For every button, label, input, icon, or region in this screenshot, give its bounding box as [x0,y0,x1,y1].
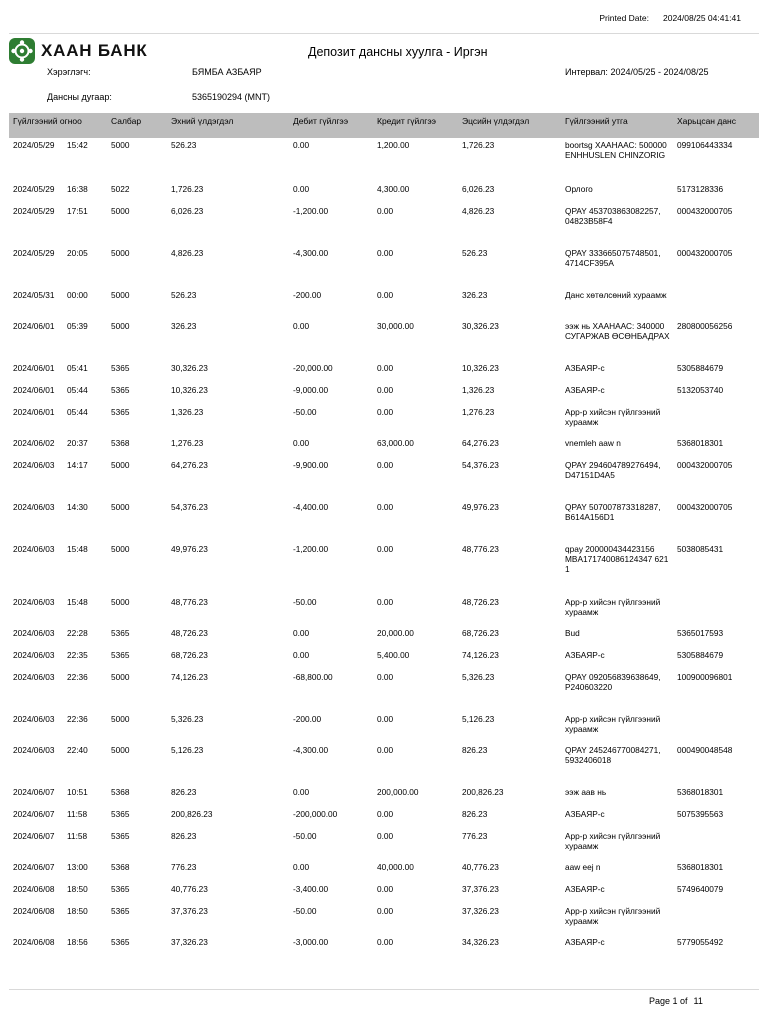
row-counterparty-account: 5038085431 [677,544,724,554]
account-number: 5365190294 (MNT) [192,92,271,102]
khan-bank-logo-icon [9,38,35,64]
page-label: Page 1 of [649,996,688,1006]
row-credit: 0.00 [377,906,394,916]
row-debit: 0.00 [293,650,310,660]
row-date: 2024/05/31 [13,290,55,300]
row-description: АЗБАЯР-с [565,937,605,947]
row-credit: 0.00 [377,884,394,894]
row-time: 18:56 [67,937,88,947]
row-debit: -50.00 [293,906,317,916]
row-branch: 5000 [111,714,130,724]
table-row [0,937,768,959]
row-branch: 5000 [111,206,130,216]
row-counterparty-account: 5749640079 [677,884,724,894]
table-row [0,628,768,650]
row-credit: 200,000.00 [377,787,419,797]
row-branch: 5365 [111,650,130,660]
row-closing-balance: 30,326.23 [462,321,499,331]
row-counterparty-account: 099106443334 [677,140,733,150]
row-description: АЗБАЯР-с [565,809,605,819]
row-credit: 0.00 [377,745,394,755]
table-row [0,650,768,672]
row-counterparty-account: 5173128336 [677,184,724,194]
table-row [0,787,768,809]
row-counterparty-account: 000432000705 [677,502,733,512]
row-debit: -200,000.00 [293,809,338,819]
row-closing-balance: 826.23 [462,745,488,755]
row-description: App-р хийсэн гүйлгээний хураамж [565,714,661,734]
row-counterparty-account: 5305884679 [677,363,724,373]
col-header-debit: Дебит гүйлгээ [293,116,349,126]
row-opening-balance: 826.23 [171,831,197,841]
row-closing-balance: 37,376.23 [462,884,499,894]
table-row [0,248,768,290]
row-credit: 0.00 [377,672,394,682]
col-header-credit: Кредит гүйлгээ [377,116,437,126]
row-branch: 5368 [111,787,130,797]
row-debit: 0.00 [293,321,310,331]
col-header-desc: Гүйлгээний утга [565,116,628,126]
row-time: 17:51 [67,206,88,216]
row-closing-balance: 48,726.23 [462,597,499,607]
row-counterparty-account: 000490048548 [677,745,733,755]
row-credit: 0.00 [377,206,394,216]
row-date: 2024/06/07 [13,862,55,872]
row-branch: 5022 [111,184,130,194]
row-date: 2024/06/01 [13,363,55,373]
row-counterparty-account: 000432000705 [677,206,733,216]
row-branch: 5000 [111,140,130,150]
row-opening-balance: 30,326.23 [171,363,208,373]
row-date: 2024/06/03 [13,672,55,682]
row-debit: -4,400.00 [293,502,329,512]
row-time: 15:48 [67,597,88,607]
row-closing-balance: 49,976.23 [462,502,499,512]
row-branch: 5368 [111,862,130,872]
row-branch: 5000 [111,745,130,755]
row-closing-balance: 5,326.23 [462,672,495,682]
row-debit: -9,900.00 [293,460,329,470]
row-date: 2024/06/07 [13,831,55,841]
row-time: 22:36 [67,672,88,682]
table-row [0,831,768,862]
row-closing-balance: 48,776.23 [462,544,499,554]
row-time: 05:44 [67,385,88,395]
row-opening-balance: 776.23 [171,862,197,872]
row-description: boortsg ХААНААС: 500000 ENHHUSLEN CHINZORIG [565,140,667,160]
row-closing-balance: 6,026.23 [462,184,495,194]
row-description: QPAY 333665075748501, 4714CF395A [565,248,661,268]
row-branch: 5365 [111,628,130,638]
row-branch: 5000 [111,502,130,512]
table-row [0,862,768,884]
customer-name: БЯМБА АЗБАЯР [192,67,262,77]
row-time: 18:50 [67,906,88,916]
row-debit: 0.00 [293,140,310,150]
row-closing-balance: 1,326.23 [462,385,495,395]
row-description: АЗБАЯР-с [565,884,605,894]
row-credit: 30,000.00 [377,321,414,331]
row-counterparty-account: 5305884679 [677,650,724,660]
row-opening-balance: 326.23 [171,321,197,331]
row-time: 05:39 [67,321,88,331]
row-branch: 5000 [111,290,130,300]
row-credit: 4,300.00 [377,184,410,194]
interval-label: Интервал: [565,67,608,77]
row-date: 2024/06/08 [13,884,55,894]
row-closing-balance: 526.23 [462,248,488,258]
row-opening-balance: 37,326.23 [171,937,208,947]
row-closing-balance: 200,826.23 [462,787,504,797]
statement-title: Депозит дансны хуулга - Иргэн [308,45,488,59]
row-opening-balance: 200,826.23 [171,809,213,819]
row-counterparty-account: 5779055492 [677,937,724,947]
printed-date-value: 2024/08/25 04:41:41 [663,13,741,23]
row-branch: 5000 [111,597,130,607]
row-closing-balance: 1,276.23 [462,407,495,417]
table-row [0,884,768,906]
row-time: 11:58 [67,831,88,841]
row-opening-balance: 49,976.23 [171,544,208,554]
row-opening-balance: 5,326.23 [171,714,204,724]
table-row [0,672,768,714]
row-closing-balance: 37,326.23 [462,906,499,916]
col-header-branch: Салбар [111,116,142,126]
row-debit: -68,800.00 [293,672,333,682]
row-date: 2024/06/01 [13,321,55,331]
row-date: 2024/05/29 [13,140,55,150]
row-description: Данс хөтөлсөний хураамж [565,290,667,300]
row-counterparty-account: 000432000705 [677,460,733,470]
row-opening-balance: 68,726.23 [171,650,208,660]
row-description: АЗБАЯР-с [565,385,605,395]
account-label: Дансны дугаар: [47,92,112,102]
row-description: ээж аав нь [565,787,607,797]
table-row [0,597,768,628]
row-description: АЗБАЯР-с [565,363,605,373]
row-description: QPAY 092056839638649, P240603220 [565,672,661,692]
row-counterparty-account: 000432000705 [677,248,733,258]
row-credit: 0.00 [377,502,394,512]
row-debit: -50.00 [293,831,317,841]
row-debit: -200.00 [293,290,322,300]
row-description: App-р хийсэн гүйлгээний хураамж [565,906,661,926]
row-date: 2024/06/01 [13,407,55,417]
row-time: 13:00 [67,862,88,872]
row-closing-balance: 5,126.23 [462,714,495,724]
row-date: 2024/06/02 [13,438,55,448]
row-debit: 0.00 [293,628,310,638]
row-credit: 0.00 [377,248,394,258]
page-indicator [649,996,703,1006]
row-credit: 0.00 [377,385,394,395]
row-time: 16:38 [67,184,88,194]
row-description: QPAY 507007873318287, B614A156D1 [565,502,661,522]
row-opening-balance: 526.23 [171,140,197,150]
row-credit: 63,000.00 [377,438,414,448]
printed-date-label: Printed Date: [599,13,649,23]
row-credit: 5,400.00 [377,650,410,660]
row-time: 22:36 [67,714,88,724]
row-branch: 5000 [111,321,130,331]
row-closing-balance: 34,326.23 [462,937,499,947]
row-time: 14:17 [67,460,88,470]
row-description: Bud [565,628,580,638]
row-branch: 5365 [111,385,130,395]
row-branch: 5365 [111,884,130,894]
row-debit: -1,200.00 [293,206,329,216]
table-row [0,906,768,937]
row-debit: 0.00 [293,862,310,872]
row-opening-balance: 64,276.23 [171,460,208,470]
table-row [0,206,768,248]
row-branch: 5000 [111,460,130,470]
row-description: qpay 200000434423156 MBA171740086124347 621 1 [565,544,669,574]
row-closing-balance: 74,126.23 [462,650,499,660]
row-credit: 40,000.00 [377,862,414,872]
row-debit: 0.00 [293,438,310,448]
interval-to: 2024/08/25 [663,67,709,77]
row-branch: 5000 [111,248,130,258]
row-opening-balance: 48,726.23 [171,628,208,638]
row-description: АЗБАЯР-с [565,650,605,660]
row-time: 05:41 [67,363,88,373]
row-description: QPAY 245246770084271, 5932406018 [565,745,661,765]
row-debit: -3,400.00 [293,884,329,894]
row-opening-balance: 54,376.23 [171,502,208,512]
row-description: ээж нь ХААНААС: 340000 СУГАРЖАВ ӨСӨНБАДРАХ [565,321,670,341]
row-credit: 0.00 [377,597,394,607]
row-date: 2024/06/03 [13,650,55,660]
customer-label: Хэрэглэгч: [47,67,91,77]
table-row [0,809,768,831]
row-credit: 20,000.00 [377,628,414,638]
row-debit: -4,300.00 [293,248,329,258]
row-debit: -9,000.00 [293,385,329,395]
table-row [0,407,768,438]
row-counterparty-account: 5368018301 [677,787,724,797]
row-opening-balance: 4,826.23 [171,248,204,258]
row-credit: 0.00 [377,544,394,554]
row-counterparty-account: 5368018301 [677,862,724,872]
row-closing-balance: 10,326.23 [462,363,499,373]
row-date: 2024/06/03 [13,544,55,554]
row-description: QPAY 294604789276494, D47151D4A5 [565,460,661,480]
row-date: 2024/06/08 [13,937,55,947]
footer-divider [9,989,759,990]
row-debit: -50.00 [293,407,317,417]
row-date: 2024/05/29 [13,206,55,216]
bank-name: ХААН БАНК [41,41,148,60]
row-opening-balance: 1,326.23 [171,407,204,417]
table-row [0,745,768,787]
row-credit: 0.00 [377,290,394,300]
table-row [0,714,768,745]
row-opening-balance: 5,126.23 [171,745,204,755]
row-closing-balance: 776.23 [462,831,488,841]
table-row [0,502,768,544]
table-row [0,363,768,385]
row-opening-balance: 1,726.23 [171,184,204,194]
row-debit: 0.00 [293,787,310,797]
row-credit: 0.00 [377,460,394,470]
row-time: 00:00 [67,290,88,300]
row-time: 20:37 [67,438,88,448]
row-description: aaw eej n [565,862,601,872]
row-credit: 0.00 [377,937,394,947]
row-time: 15:42 [67,140,88,150]
printed-date [599,13,741,23]
row-debit: -3,000.00 [293,937,329,947]
row-date: 2024/06/07 [13,787,55,797]
row-time: 22:28 [67,628,88,638]
row-date: 2024/06/03 [13,745,55,755]
row-credit: 1,200.00 [377,140,410,150]
row-debit: -50.00 [293,597,317,607]
row-date: 2024/06/01 [13,385,55,395]
row-closing-balance: 826.23 [462,809,488,819]
row-date: 2024/05/29 [13,248,55,258]
interval-separator: - [658,67,661,77]
row-date: 2024/06/03 [13,714,55,724]
col-header-close: Эцсийн үлдэгдэл [462,116,530,126]
row-debit: -20,000.00 [293,363,333,373]
row-credit: 0.00 [377,831,394,841]
interval [565,67,709,77]
page-total: 11 [693,996,703,1006]
row-credit: 0.00 [377,809,394,819]
row-description: vnemleh aaw n [565,438,621,448]
row-debit: -1,200.00 [293,544,329,554]
table-row [0,290,768,321]
row-opening-balance: 37,376.23 [171,906,208,916]
row-time: 22:40 [67,745,88,755]
table-row [0,544,768,597]
row-debit: -4,300.00 [293,745,329,755]
row-description: QPAY 453703863082257, 04823B58F4 [565,206,661,226]
row-branch: 5365 [111,906,130,916]
row-counterparty-account: 5365017593 [677,628,724,638]
row-date: 2024/06/08 [13,906,55,916]
row-date: 2024/06/03 [13,502,55,512]
row-counterparty-account: 5132053740 [677,385,724,395]
row-branch: 5365 [111,937,130,947]
row-date: 2024/06/03 [13,597,55,607]
table-row [0,321,768,363]
row-closing-balance: 4,826.23 [462,206,495,216]
row-closing-balance: 64,276.23 [462,438,499,448]
row-opening-balance: 526.23 [171,290,197,300]
row-branch: 5365 [111,407,130,417]
table-row [0,385,768,407]
row-date: 2024/06/07 [13,809,55,819]
table-row [0,438,768,460]
row-date: 2024/05/29 [13,184,55,194]
table-header [9,113,759,138]
header-divider [9,33,759,34]
row-date: 2024/06/03 [13,460,55,470]
row-opening-balance: 40,776.23 [171,884,208,894]
row-description: Орлого [565,184,593,194]
row-debit: 0.00 [293,184,310,194]
row-closing-balance: 40,776.23 [462,862,499,872]
col-header-date: Гүйлгээний огноо [13,116,82,126]
row-counterparty-account: 280800056256 [677,321,733,331]
col-header-acct: Харьцсан данс [677,116,736,126]
transaction-table [0,140,768,959]
row-time: 15:48 [67,544,88,554]
row-opening-balance: 48,776.23 [171,597,208,607]
row-branch: 5368 [111,438,130,448]
row-debit: -200.00 [293,714,322,724]
row-time: 11:58 [67,809,88,819]
row-closing-balance: 68,726.23 [462,628,499,638]
row-description: App-р хийсэн гүйлгээний хураамж [565,831,661,851]
row-closing-balance: 54,376.23 [462,460,499,470]
row-time: 18:50 [67,884,88,894]
row-date: 2024/06/03 [13,628,55,638]
row-opening-balance: 1,276.23 [171,438,204,448]
table-row [0,140,768,184]
row-branch: 5365 [111,831,130,841]
row-description: App-р хийсэн гүйлгээний хураамж [565,407,661,427]
interval-from: 2024/05/25 [610,67,656,77]
row-time: 14:30 [67,502,88,512]
row-description: App-р хийсэн гүйлгээний хураамж [565,597,661,617]
row-branch: 5000 [111,544,130,554]
row-time: 10:51 [67,787,88,797]
row-counterparty-account: 5368018301 [677,438,724,448]
row-opening-balance: 10,326.23 [171,385,208,395]
row-credit: 0.00 [377,363,394,373]
row-opening-balance: 826.23 [171,787,197,797]
row-closing-balance: 326.23 [462,290,488,300]
table-row [0,184,768,206]
row-opening-balance: 6,026.23 [171,206,204,216]
col-header-open: Эхний үлдэгдэл [171,116,234,126]
row-counterparty-account: 5075395563 [677,809,724,819]
row-opening-balance: 74,126.23 [171,672,208,682]
row-closing-balance: 1,726.23 [462,140,495,150]
bank-logo [9,38,148,64]
row-branch: 5365 [111,363,130,373]
row-branch: 5365 [111,809,130,819]
table-row [0,460,768,502]
row-counterparty-account: 100900096801 [677,672,733,682]
row-branch: 5000 [111,672,130,682]
row-time: 05:44 [67,407,88,417]
row-time: 22:35 [67,650,88,660]
row-credit: 0.00 [377,407,394,417]
row-time: 20:05 [67,248,88,258]
row-credit: 0.00 [377,714,394,724]
